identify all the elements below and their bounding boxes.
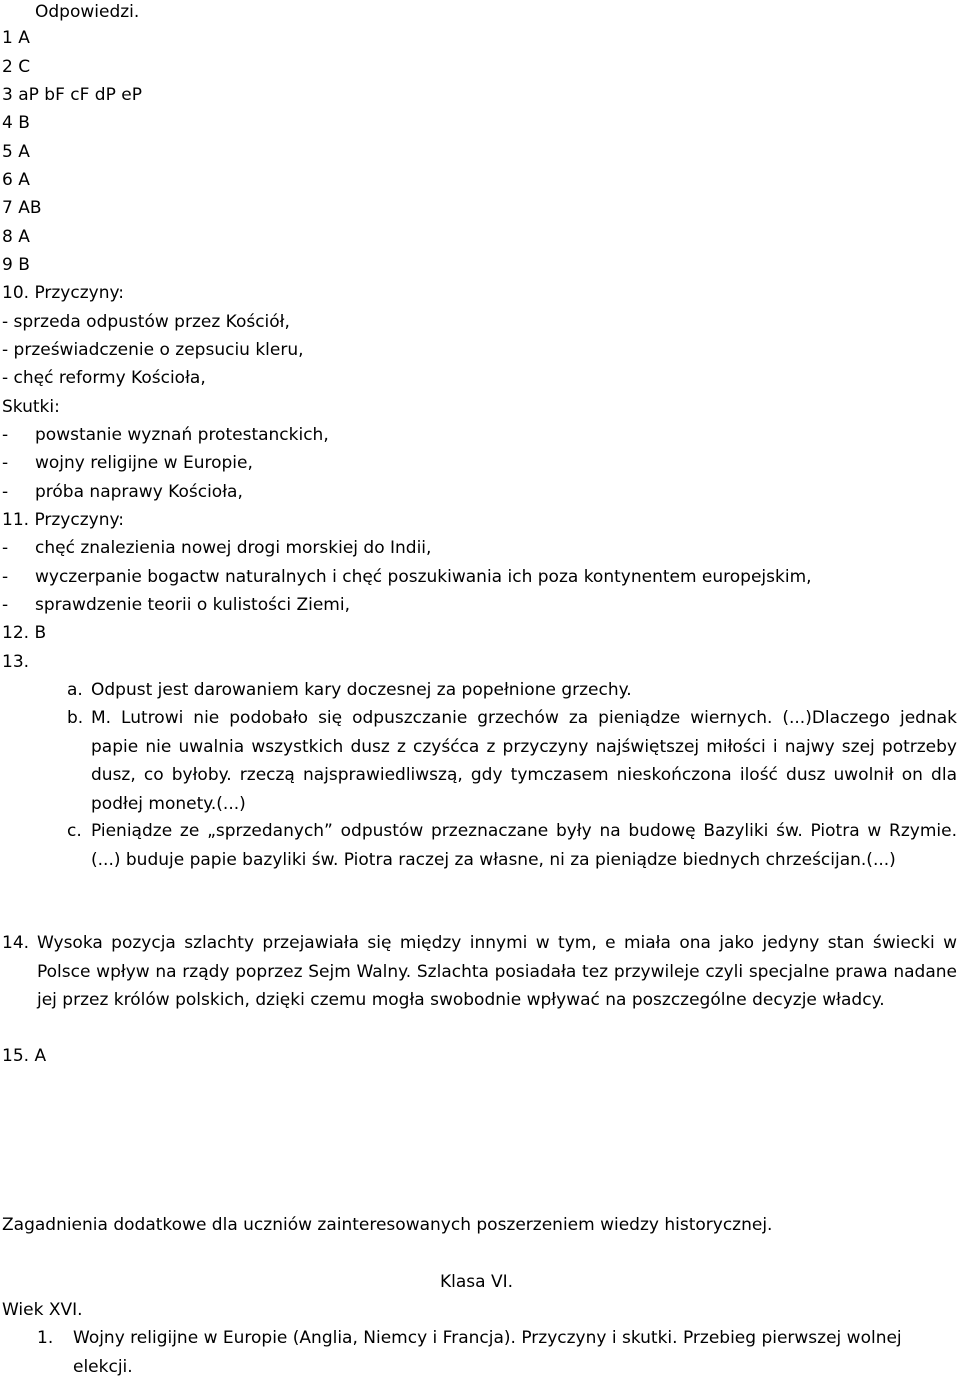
section-heading: Zagadnienia dodatkowe dla uczniów zainteresowanych poszerzeniem wiedzy historycznej.: [2, 1215, 773, 1235]
answer-line: 1 A: [2, 28, 30, 48]
q11-item: chęć znalezienia nowej drogi morskiej do Indii,: [35, 538, 432, 558]
q10-causes-title: 10. Przyczyny:: [2, 283, 125, 303]
q10-cause: - chęć reformy Kościoła,: [2, 368, 206, 388]
topic-item: Wojny religijne w Europie (Anglia, Niemcy i Francja). Przyczyny i skutki. Przebieg pierwszej wolnej elekcji.: [73, 1328, 902, 1377]
answer-line: 9 B: [2, 255, 30, 275]
list-dash: -: [2, 567, 9, 587]
q10-cause: - przeświadczenie o zepsuciu kleru,: [2, 340, 304, 360]
q10-effect: próba naprawy Kościoła,: [35, 482, 243, 502]
list-marker: 14.: [2, 933, 30, 953]
q11-title: 11. Przyczyny:: [2, 510, 125, 530]
list-dash: -: [2, 482, 9, 502]
list-marker: a.: [67, 680, 83, 700]
q11-item: wyczerpanie bogactw naturalnych i chęć poszukiwania ich poza kontynentem europejskim,: [35, 567, 812, 587]
q13-item-c: Pieniądze ze „sprzedanych” odpustów przeznaczane były na budowę Bazyliki św. Piotra w Rzymie.(...) buduje papie bazyliki św. Piotra raczej za własne, ni za pieniądze biednych chrześcijan.(...): [91, 821, 957, 870]
list-dash: -: [2, 453, 9, 473]
q10-cause: - sprzeda odpustów przez Kościół,: [2, 312, 290, 332]
class-label: Klasa VI.: [440, 1272, 514, 1292]
q14-answer: Wysoka pozycja szlachty przejawiała się między innymi w tym, e miała ona jako jedyny stan świecki w Polsce wpływ na rządy poprzez Sejm Walny. Szlachta posiadała tez przywileje czyli specjalne prawa nadane jej przez królów polskich, dzięki czemu mogła swobodnie wpływać na poszczególne decyzje władcy.: [37, 933, 957, 1010]
page-title: Odpowiedzi.: [35, 2, 140, 22]
list-marker: c.: [67, 821, 82, 841]
answer-line: 4 B: [2, 113, 30, 133]
list-dash: -: [2, 425, 9, 445]
list-dash: -: [2, 595, 9, 615]
q13-item-b: M. Lutrowi nie podobało się odpuszczanie grzechów za pieniądze wiernych. (...)Dlaczego jednak papie nie uwalnia wszystkich dusz z czyśćca z przyczyny najświętszej miłości i najwy szej potrzeby dusz, co byłoby. rzeczą najsprawiedliwszą, gdy tymczasem nieskończona ilość dusz uwolnił on dla podłej monety.(...): [91, 708, 957, 814]
answer-line: 3 aP bF cF dP eP: [2, 85, 142, 105]
q10-effect: powstanie wyznań protestanckich,: [35, 425, 329, 445]
answer-line: 5 A: [2, 142, 30, 162]
answer-line: 2 C: [2, 57, 31, 77]
q10-effect: wojny religijne w Europie,: [35, 453, 253, 473]
list-marker: b.: [67, 708, 84, 728]
answer-line: 7 AB: [2, 198, 42, 218]
century-label: Wiek XVI.: [2, 1300, 83, 1320]
answer-line: 8 A: [2, 227, 30, 247]
q15-answer: 15. A: [2, 1046, 47, 1066]
q13-title: 13.: [2, 652, 30, 672]
q10-effects-title: Skutki:: [2, 397, 60, 417]
list-dash: -: [2, 538, 9, 558]
answer-line: 6 A: [2, 170, 30, 190]
q11-item: sprawdzenie teorii o kulistości Ziemi,: [35, 595, 350, 615]
q12-answer: 12. B: [2, 623, 47, 643]
q13-item-a: Odpust jest darowaniem kary doczesnej za popełnione grzechy.: [91, 680, 632, 700]
list-marker: 1.: [37, 1328, 54, 1348]
